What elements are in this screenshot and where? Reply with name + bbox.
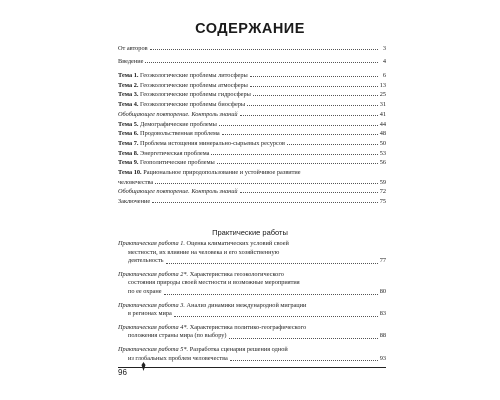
practical-work-number: Практическая работа 5*. — [118, 345, 189, 353]
leader-dots — [211, 153, 377, 155]
practical-work-title-continued: деятельность — [128, 257, 164, 265]
toc-entry-label: Геоэкологические проблемы гидросферы — [140, 91, 251, 99]
toc-entry-page: 6 — [382, 72, 386, 80]
leader-dots — [174, 315, 378, 317]
practical-work-number: Практическая работа 4*. — [118, 323, 189, 331]
toc-entry-page: 53 — [379, 149, 386, 157]
leader-dots — [250, 85, 378, 87]
toc-entry — [118, 42, 386, 52]
toc-entry-label: Геоэкологические проблемы литосферы — [140, 72, 248, 80]
toc-topic-number: Тема 4. — [118, 101, 139, 109]
leader-dots — [164, 293, 378, 295]
toc-entry-label: Обобщающее повторение. Контроль знаний — [118, 110, 238, 118]
toc-topic-number: Тема 6. — [118, 130, 139, 138]
toc-entry-page: 41 — [379, 110, 386, 118]
ornament-icon — [141, 362, 146, 371]
toc-entry — [118, 98, 386, 108]
toc-entry — [118, 166, 386, 176]
toc-entry-label: Обобщающее повторение. Контроль знаний — [118, 188, 238, 196]
practical-works-heading: Практические работы — [212, 228, 288, 237]
practical-work-entry — [118, 302, 386, 319]
leader-dots — [240, 191, 378, 193]
toc-topic-number: Тема 1. — [118, 72, 139, 80]
practical-work-title-continued: в регионах мира — [128, 310, 172, 318]
toc-entry-page: 25 — [379, 91, 386, 99]
toc-entry-label: Введение — [118, 58, 144, 66]
leader-dots — [287, 143, 378, 145]
page-title: СОДЕРЖАНИЕ — [195, 21, 305, 37]
table-of-contents — [118, 42, 386, 205]
practical-work-title-continued: из глобальных проблем человечества — [128, 354, 228, 362]
footer-rule — [118, 367, 386, 368]
practical-work-page: 88 — [379, 332, 386, 340]
toc-entry — [118, 69, 386, 79]
toc-entry-page: 50 — [379, 139, 386, 147]
toc-entry — [118, 147, 386, 157]
toc-entry — [118, 56, 386, 66]
practical-work-number: Практическая работа 2*. — [118, 270, 189, 278]
leader-dots — [253, 94, 378, 96]
toc-entry-label: Геоэкологические проблемы атмосферы — [140, 81, 248, 89]
practical-work-title: Анализ динамики международной миграции — [186, 301, 307, 309]
practical-works-list — [118, 240, 386, 368]
toc-entry-label: Энергетическая проблема — [140, 149, 210, 157]
leader-dots — [219, 124, 378, 126]
page-number: 96 — [118, 368, 127, 377]
toc-topic-number: Тема 2. — [118, 81, 139, 89]
leader-dots — [155, 182, 378, 184]
toc-entry-label: Продовольственная проблема — [140, 130, 220, 138]
toc-entry — [118, 137, 386, 147]
toc-entry-continuation — [118, 176, 386, 186]
practical-work-page: 93 — [379, 354, 386, 362]
practical-work-entry — [118, 324, 386, 341]
practical-work-title-continued: состояния природы своей местности и возможные мероприятия — [128, 279, 300, 287]
toc-entry — [118, 79, 386, 89]
toc-entry-label: От авторов — [118, 44, 148, 52]
toc-entry-page: 75 — [379, 198, 386, 205]
toc-topic-number: Тема 9. — [118, 159, 139, 167]
leader-dots — [250, 75, 378, 77]
toc-entry-label: Заключение — [118, 198, 151, 205]
toc-entry — [118, 157, 386, 167]
practical-work-title-continued: по ее охране — [128, 287, 162, 295]
toc-entry-label: Геоэкологические проблемы биосферы — [140, 101, 246, 109]
practical-work-title: Характеристика политико-географического — [189, 323, 307, 331]
practical-work-entry — [118, 240, 386, 266]
practical-work-title: Разработка сценария решения одной — [189, 345, 288, 353]
toc-entry-page: 3 — [382, 44, 386, 52]
toc-entry — [118, 108, 386, 118]
leader-dots — [166, 262, 378, 264]
practical-work-page: 77 — [379, 257, 386, 265]
leader-dots — [217, 162, 378, 164]
toc-topic-number: Тема 7. — [118, 139, 139, 147]
practical-work-entry — [118, 346, 386, 363]
toc-entry-page: 4 — [382, 58, 386, 66]
toc-entry-page: 59 — [379, 178, 386, 186]
practical-work-number: Практическая работа 1. — [118, 240, 185, 247]
practical-work-page: 83 — [379, 310, 386, 318]
toc-entry — [118, 118, 386, 128]
practical-work-page: 80 — [379, 287, 386, 295]
toc-topic-number: Тема 3. — [118, 91, 139, 99]
leader-dots — [222, 133, 378, 135]
leader-dots — [240, 114, 378, 116]
practical-work-entry — [118, 271, 386, 297]
toc-entry-page: 31 — [379, 101, 386, 109]
practical-work-title: Характеристика геоэкологического — [189, 270, 284, 278]
leader-dots — [150, 48, 378, 50]
toc-topic-number: Тема 8. — [118, 149, 139, 157]
leader-dots — [145, 61, 378, 63]
toc-entry-page: 44 — [379, 120, 386, 128]
toc-entry — [118, 128, 386, 138]
toc-entry — [118, 186, 386, 196]
toc-entry-label: Рациональное природопользование и устойчивое развитие — [143, 168, 301, 176]
leader-dots — [230, 359, 378, 361]
toc-entry-page: 72 — [379, 188, 386, 196]
toc-entry — [118, 195, 386, 205]
toc-entry-label: Геополитические проблемы — [140, 159, 215, 167]
practical-work-number: Практическая работа 3. — [118, 301, 185, 309]
toc-topic-number: Тема 10. — [118, 168, 142, 176]
leader-dots — [247, 104, 378, 106]
toc-topic-number: Тема 5. — [118, 120, 139, 128]
toc-entry-page: 13 — [379, 81, 386, 89]
toc-entry-page: 48 — [379, 130, 386, 138]
practical-work-title-continued: положения страны мира (по выбору) — [128, 332, 227, 340]
toc-entry — [118, 89, 386, 99]
practical-work-title-continued: местности, их влияние на человека и его хозяйственную — [128, 248, 280, 256]
toc-entry-label: Демографические проблемы — [140, 120, 217, 128]
practical-work-title: Оценка климатических условий своей — [186, 240, 289, 247]
toc-entry-label-continued: человечества — [118, 178, 154, 186]
leader-dots — [152, 201, 378, 203]
toc-entry-label: Проблема истощения минерально-сырьевых ресурсов — [140, 139, 285, 147]
toc-entry-page: 56 — [379, 159, 386, 167]
leader-dots — [229, 337, 378, 339]
